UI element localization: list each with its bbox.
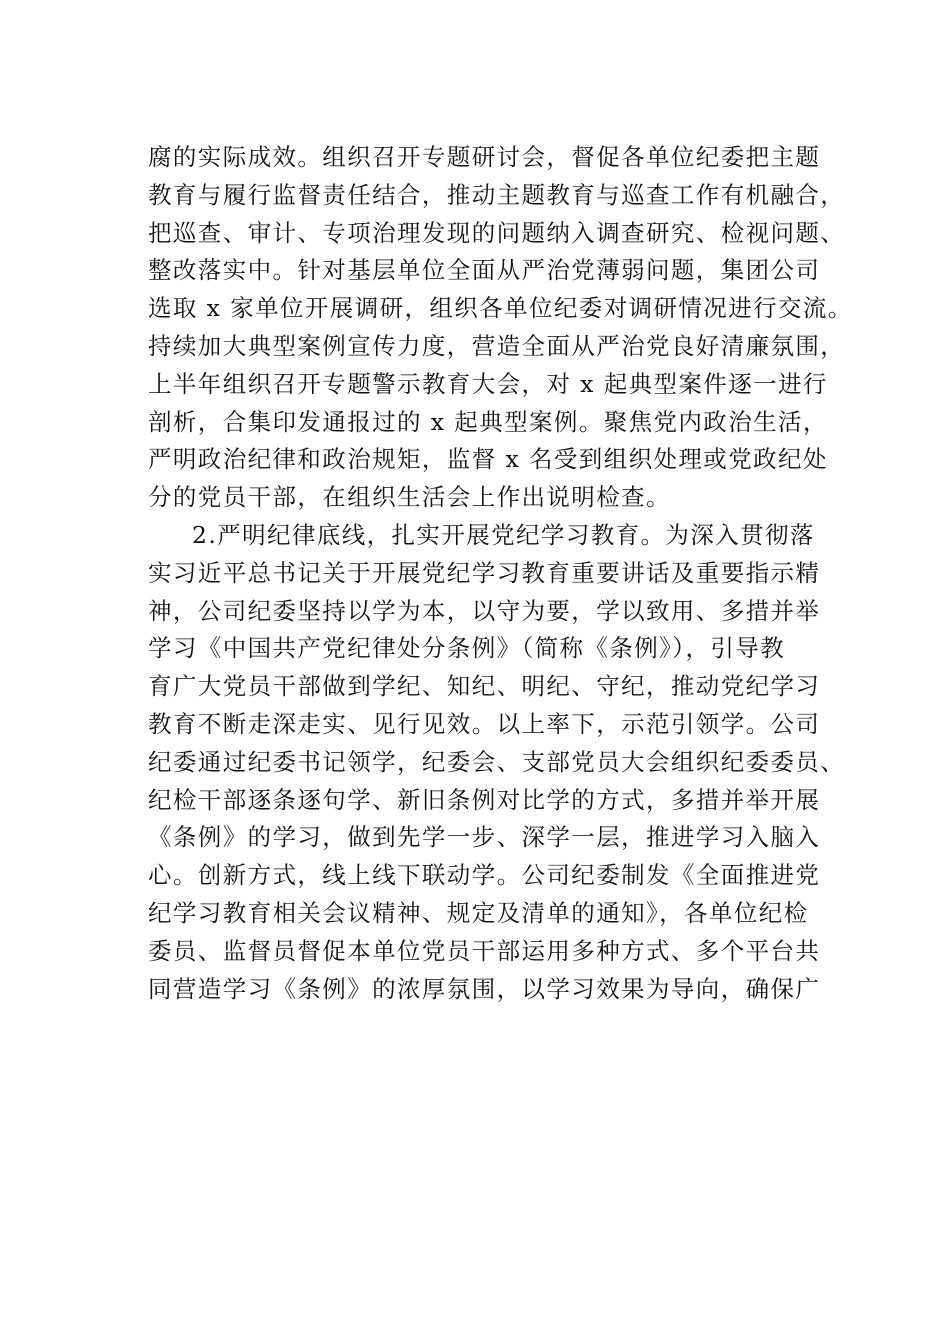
text-line: 选取 x 家单位开展调研，组织各单位纪委对调研情况进行交流。 — [148, 294, 853, 323]
text-line: 整改落实中。针对基层单位全面从严治党薄弱问题，集团公司 — [148, 256, 821, 285]
text-line: 持续加大典型案例宣传力度，营造全面从严治党良好清廉氛围， — [148, 331, 846, 360]
text-line: 把巡查、审计、专项治理发现的问题纳入调查研究、检视问题、 — [148, 218, 846, 247]
text-line: 上半年组织召开专题警示教育大会，对 x 起典型案件逐一进行 — [148, 369, 828, 398]
text-line: 纪检干部逐条逐句学、新旧条例对比学的方式，多措并举开展 — [148, 785, 821, 814]
text-line: 纪委通过纪委书记领学，纪委会、支部党员大会组织纪委委员、 — [148, 747, 846, 776]
body-text — [148, 139, 853, 1008]
text-line: 委员、监督员督促本单位党员干部运用多种方式、多个平台共 — [148, 936, 821, 965]
text-line: 剖析，合集印发通报过的 x 起典型案例。聚焦党内政治生活， — [148, 407, 828, 436]
text-line: 教育与履行监督责任结合，推动主题教育与巡查工作有机融合， — [148, 180, 846, 209]
text-line: 分的党员干部，在组织生活会上作出说明检查。 — [148, 483, 671, 512]
section-heading-line: 2.严明纪律底线，扎实开展党纪学习教育。为深入贯彻落 — [192, 520, 815, 549]
text-line: 同营造学习《条例》的浓厚氛围，以学习效果为导向，确保广 — [148, 974, 821, 1003]
text-line: 教育不断走深走实、见行见效。以上率下，示范引领学。公司 — [148, 709, 821, 738]
text-line: 心。创新方式，线上线下联动学。公司纪委制发《全面推进党 — [148, 861, 821, 890]
text-line: 《条例》的学习，做到先学一步、深学一层，推进学习入脑入 — [148, 823, 821, 852]
text-line: 育广大党员干部做到学纪、知纪、明纪、守纪，推动党纪学习 — [148, 672, 821, 701]
text-line: 腐的实际成效。组织召开专题研讨会，督促各单位纪委把主题 — [148, 143, 821, 171]
text-line: 纪学习教育相关会议精神、规定及清单的通知》，各单位纪检 — [148, 898, 809, 927]
text-line: 实习近平总书记关于开展党纪学习教育重要讲话及重要指示精 — [148, 558, 821, 587]
text-line: 神，公司纪委坚持以学为本，以守为要，学以致用、多措并举 — [148, 596, 821, 625]
text-line: 学习《中国共产党纪律处分条例》（简称《条例》），引导教 — [148, 634, 786, 663]
text-line: 严明政治纪律和政治规矩，监督 x 名受到组织处理或党政纪处 — [148, 445, 828, 474]
